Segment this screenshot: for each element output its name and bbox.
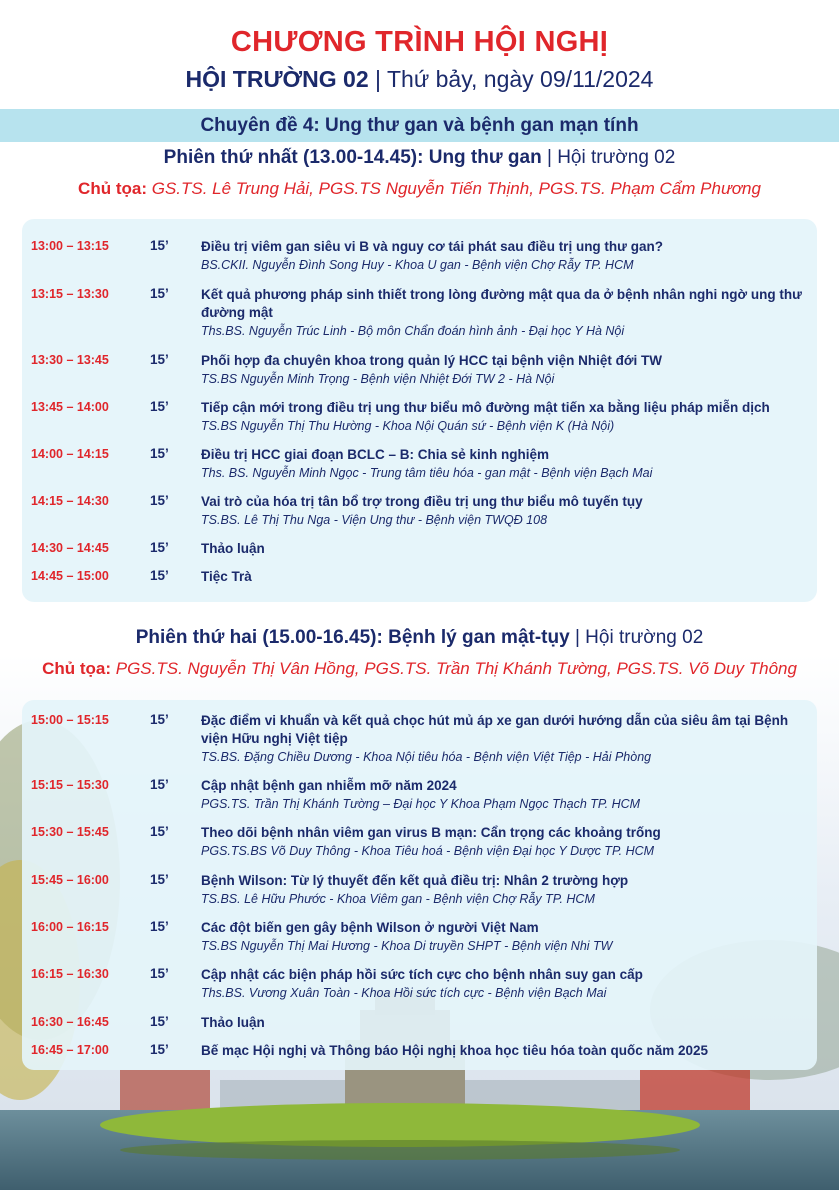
- row-title: Các đột biến gen gây bệnh Wilson ở người Việt Nam: [201, 920, 539, 935]
- row-time: 14:30 – 14:45: [31, 541, 109, 555]
- row-time: 16:15 – 16:30: [31, 967, 109, 981]
- row-duration: 15’: [150, 1014, 169, 1029]
- row-speaker: Ths.BS. Nguyễn Trúc Linh - Bộ môn Chẩn đoán hình ảnh - Đại học Y Hà Nội: [201, 324, 625, 338]
- row-duration: 15’: [150, 919, 169, 934]
- row-duration: 15’: [150, 540, 169, 555]
- row-duration: 15’: [150, 712, 169, 727]
- row-time: 13:15 – 13:30: [31, 287, 109, 301]
- row-title: Thảo luận: [201, 541, 265, 556]
- row-speaker: TS.BS Nguyễn Thị Thu Hường - Khoa Nội Quán sứ - Bệnh viện K (Hà Nội): [201, 419, 615, 433]
- row-time: 15:15 – 15:30: [31, 778, 109, 792]
- session-separator: |: [574, 627, 580, 648]
- row-duration: 15’: [150, 399, 169, 414]
- row-time: 16:45 – 17:00: [31, 1043, 109, 1057]
- row-title: Kết quả phương pháp sinh thiết trong lòng đường mật qua da ở bệnh nhân nghi ngờ ung thư đường mật: [201, 287, 802, 320]
- row-title: Tiệc Trà: [201, 569, 252, 584]
- row-time: 13:30 – 13:45: [31, 353, 109, 367]
- row-time: 15:30 – 15:45: [31, 825, 109, 839]
- session-1-chairs: [0, 179, 839, 199]
- row-duration: 15’: [150, 568, 169, 583]
- row-title: Đặc điểm vi khuẩn và kết quả chọc hút mủ áp xe gan dưới hướng dẫn của siêu âm tại Bệnh viện Hữu nghị Việt tiệp: [201, 713, 789, 746]
- session-1-schedule-panel: [22, 219, 817, 602]
- row-speaker: BS.CKII. Nguyễn Đình Song Huy - Khoa U gan - Bệnh viện Chợ Rẫy TP. HCM: [201, 258, 634, 272]
- row-time: 16:00 – 16:15: [31, 920, 109, 934]
- chairs-label: Chủ tọa:: [42, 659, 111, 678]
- row-title: Phối hợp đa chuyên khoa trong quản lý HCC tại bệnh viện Nhiệt đới TW: [201, 353, 662, 368]
- page-title: CHƯƠNG TRÌNH HỘI NGHỊ: [230, 26, 609, 58]
- row-duration: 15’: [150, 446, 169, 461]
- topic-banner: Chuyên đề 4: Ung thư gan và bệnh gan mạn tính: [0, 109, 839, 142]
- row-duration: 15’: [150, 777, 169, 792]
- row-time: 15:00 – 15:15: [31, 713, 109, 727]
- row-speaker: PGS.TS. Trần Thị Khánh Tường – Đại học Y Khoa Phạm Ngọc Thạch TP. HCM: [201, 797, 641, 811]
- row-title: Cập nhật bệnh gan nhiễm mỡ năm 2024: [201, 778, 457, 793]
- page-subtitle: [0, 66, 839, 93]
- row-speaker: Ths.BS. Vương Xuân Toàn - Khoa Hồi sức tích cực - Bệnh viện Bạch Mai: [201, 986, 607, 1000]
- row-speaker: PGS.TS.BS Võ Duy Thông - Khoa Tiêu hoá - Bệnh viện Đại học Y Dược TP. HCM: [201, 844, 655, 858]
- event-date: Thứ bảy, ngày 09/11/2024: [387, 66, 654, 92]
- row-speaker: TS.BS. Lê Thị Thu Nga - Viện Ung thư - Bệnh viện TWQĐ 108: [201, 513, 548, 527]
- row-time: 14:15 – 14:30: [31, 494, 109, 508]
- row-speaker: Ths. BS. Nguyễn Minh Ngọc - Trung tâm tiêu hóa - gan mật - Bệnh viện Bạch Mai: [201, 466, 653, 480]
- row-duration: 15’: [150, 966, 169, 981]
- row-title: Bế mạc Hội nghị và Thông báo Hội nghị khoa học tiêu hóa toàn quốc năm 2025: [201, 1043, 709, 1058]
- row-time: 14:45 – 15:00: [31, 569, 109, 583]
- row-title: Điều trị HCC giai đoạn BCLC – B: Chia sẻ kinh nghiệm: [201, 447, 550, 462]
- row-title: Cập nhật các biện pháp hồi sức tích cực cho bệnh nhân suy gan cấp: [201, 967, 643, 982]
- row-time: 13:00 – 13:15: [31, 239, 109, 253]
- session-title: Phiên thứ nhất (13.00-14.45): Ung thư gan: [163, 147, 542, 168]
- row-title: Theo dõi bệnh nhân viêm gan virus B mạn: Cẩn trọng các khoảng trống: [201, 825, 661, 840]
- row-time: 15:45 – 16:00: [31, 873, 109, 887]
- session-hall: Hội trường 02: [585, 627, 704, 648]
- row-title: Thảo luận: [201, 1015, 265, 1030]
- row-speaker: TS.BS Nguyễn Minh Trọng - Bệnh viện Nhiệt Đới TW 2 - Hà Nội: [201, 372, 555, 386]
- chairs-names: PGS.TS. Nguyễn Thị Vân Hồng, PGS.TS. Trần Thị Khánh Tường, PGS.TS. Võ Duy Thông: [115, 659, 797, 678]
- session-1-heading: [0, 147, 839, 169]
- hall-name: HỘI TRƯỜNG 02: [185, 66, 369, 92]
- session-title: Phiên thứ hai (15.00-16.45): Bệnh lý gan mật-tụy: [135, 627, 570, 648]
- session-separator: |: [546, 147, 552, 168]
- row-duration: 15’: [150, 352, 169, 367]
- row-duration: 15’: [150, 493, 169, 508]
- session-hall: Hội trường 02: [557, 147, 676, 168]
- session-2-schedule-panel: [22, 700, 817, 1070]
- subtitle-separator: |: [375, 66, 382, 92]
- row-title: Bệnh Wilson: Từ lý thuyết đến kết quả điều trị: Nhân 2 trường hợp: [201, 873, 629, 888]
- session-2-chairs: [0, 659, 839, 679]
- row-duration: 15’: [150, 824, 169, 839]
- row-duration: 15’: [150, 238, 169, 253]
- row-title: Điều trị viêm gan siêu vi B và nguy cơ tái phát sau điều trị ung thư gan?: [201, 239, 663, 254]
- row-time: 16:30 – 16:45: [31, 1015, 109, 1029]
- row-title: Tiếp cận mới trong điều trị ung thư biểu mô đường mật tiến xa bằng liệu pháp miễn dịch: [201, 400, 770, 415]
- row-speaker: TS.BS Nguyễn Thị Mai Hương - Khoa Di truyền SHPT - Bệnh viện Nhi TW: [201, 939, 613, 953]
- session-2-heading: [0, 627, 839, 649]
- row-time: 14:00 – 14:15: [31, 447, 109, 461]
- row-speaker: TS.BS. Lê Hữu Phước - Khoa Viêm gan - Bệnh viện Chợ Rẫy TP. HCM: [201, 892, 595, 906]
- row-time: 13:45 – 14:00: [31, 400, 109, 414]
- row-duration: 15’: [150, 872, 169, 887]
- chairs-names: GS.TS. Lê Trung Hải, PGS.TS Nguyễn Tiến Thịnh, PGS.TS. Phạm Cẩm Phương: [151, 179, 761, 198]
- row-speaker: TS.BS. Đặng Chiều Dương - Khoa Nội tiêu hóa - Bệnh viện Việt Tiệp - Hải Phòng: [201, 750, 652, 764]
- row-duration: 15’: [150, 286, 169, 301]
- row-title: Vai trò của hóa trị tân bổ trợ trong điều trị ung thư biểu mô tuyến tụy: [201, 494, 643, 509]
- chairs-label: Chủ tọa:: [78, 179, 147, 198]
- row-duration: 15’: [150, 1042, 169, 1057]
